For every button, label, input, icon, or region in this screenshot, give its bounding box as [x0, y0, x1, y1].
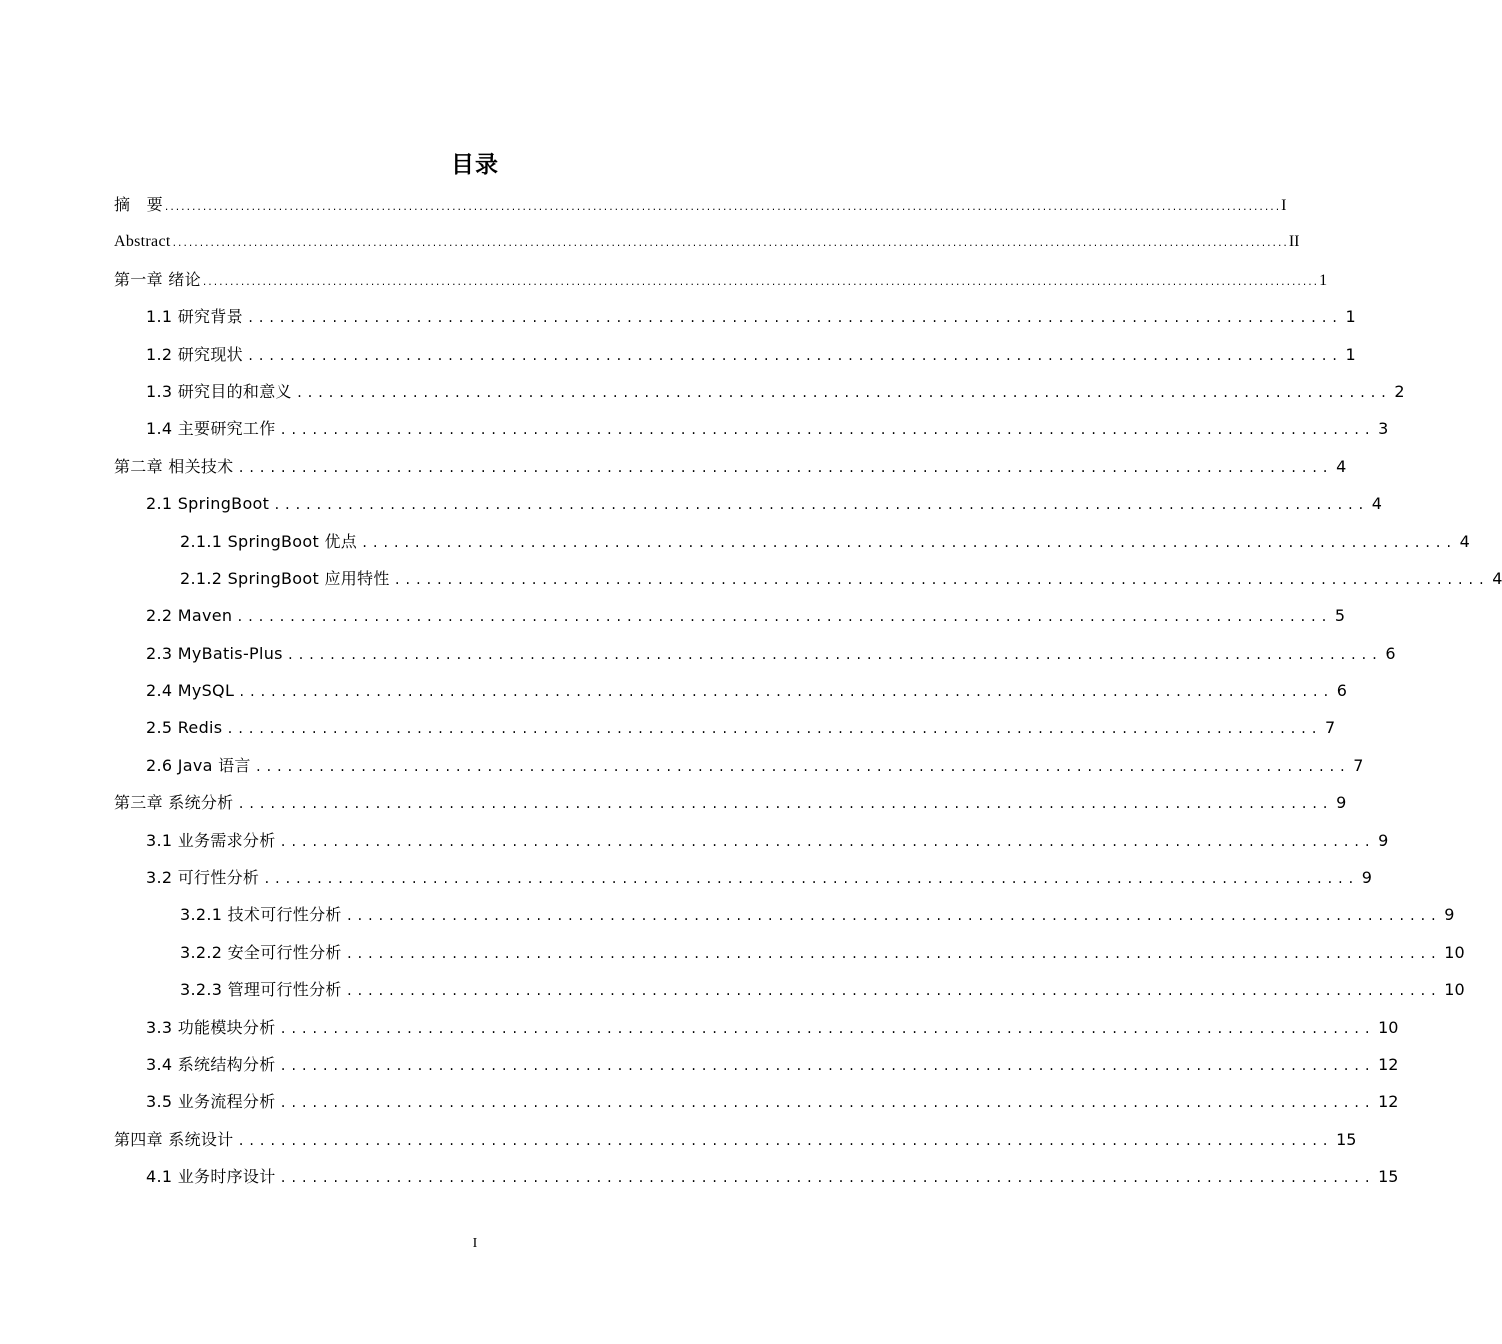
toc-entry-label: 1.3 研究目的和意义 [146, 381, 292, 401]
toc-leader-dots: ........................................................................................................ [279, 834, 1375, 849]
toc-entry-page: 10 [1378, 1017, 1399, 1037]
toc-entry-abstract-cn[interactable] [114, 186, 1287, 223]
toc-entry-label: 第三章 系统分析 [114, 793, 234, 813]
toc-entry-3-1[interactable] [114, 822, 1389, 859]
toc-entry-label: 第四章 系统设计 [114, 1129, 234, 1149]
toc-entry-page: 9 [1361, 868, 1372, 888]
toc-entry-3-2-2[interactable] [114, 934, 1465, 971]
toc-entry-label: 4.1 业务时序设计 [146, 1167, 276, 1187]
toc-entry-label: 摘 要 [114, 195, 163, 214]
toc-entry-page: 1 [1345, 344, 1356, 364]
toc-entry-page: 3 [1378, 419, 1389, 439]
toc-entry-3-3[interactable] [114, 1009, 1399, 1046]
toc-entry-label: 2.1.2 SpringBoot 应用特性 [180, 568, 390, 588]
toc-entry-chapter-4[interactable] [114, 1121, 1357, 1158]
toc-leader-dots: ........................................................................................................ [237, 797, 1333, 812]
toc-entry-page: 5 [1334, 606, 1346, 626]
toc-entry-page: 4 [1459, 531, 1470, 551]
toc-entry-page: 1 [1319, 271, 1328, 289]
toc-leader-dots: ........................................................................................................ [236, 610, 1331, 625]
toc-entry-page: 2 [1394, 381, 1405, 401]
toc-leader-dots: ........................................................................................................ [345, 984, 1441, 999]
toc-entry-label: 2.5 Redis [146, 718, 223, 738]
toc-leader-dots: ........................................................................................................ [345, 946, 1441, 961]
toc-leader-dots: ........................................................................................................ [279, 423, 1375, 438]
toc-leader-dots: ........................................................................................................ [237, 1133, 1333, 1148]
toc-entry-2-1[interactable] [114, 485, 1382, 522]
toc-entry-label: Abstract [114, 233, 171, 251]
toc-entry-page: 4 [1492, 568, 1502, 588]
toc-entry-label: 3.4 系统结构分析 [146, 1054, 276, 1074]
page-title: 目录 [451, 152, 499, 178]
toc-leader-dots: ........................................................................................................ [279, 1171, 1375, 1186]
toc-leader-dots: ........................................................................................................ [279, 1021, 1375, 1036]
toc-entry-label: 1.1 研究背景 [146, 307, 243, 327]
toc-leader-dots: .............................................................................................................................................................................................................. [201, 277, 1319, 288]
toc-entry-page: 6 [1385, 643, 1396, 663]
toc-entry-label: 第一章 绪论 [114, 269, 201, 289]
toc-entry-page: 15 [1378, 1167, 1399, 1187]
toc-entry-label: 2.6 Java 语言 [146, 755, 251, 775]
toc-entry-2-1-1[interactable] [114, 523, 1470, 560]
toc-leader-dots: ........................................................................................................ [246, 311, 1342, 326]
toc-entry-page: 4 [1371, 494, 1382, 514]
toc-entry-1-1[interactable] [114, 298, 1356, 335]
toc-entry-2-3[interactable] [114, 635, 1396, 672]
toc-entry-page: 7 [1324, 718, 1336, 738]
page-footer-number: I [472, 1236, 478, 1251]
toc-leader-dots: ........................................................................................................ [279, 1096, 1375, 1111]
toc-entry-page: 9 [1378, 830, 1389, 850]
toc-leader-dots: ........................................................................................................ [295, 385, 1391, 400]
toc-entry-page: 15 [1336, 1129, 1357, 1149]
toc-entry-label: 3.3 功能模块分析 [146, 1017, 276, 1037]
toc-entry-page: I [1281, 197, 1287, 214]
toc-entry-2-2[interactable] [114, 597, 1346, 634]
table-of-contents [114, 186, 1502, 1196]
toc-entry-3-4[interactable] [114, 1046, 1399, 1083]
toc-entry-chapter-3[interactable] [114, 784, 1347, 821]
toc-leader-dots: ........................................................................................................ [254, 759, 1350, 774]
toc-leader-dots: ........................................................................................................ [345, 909, 1441, 924]
toc-entry-label: 3.1 业务需求分析 [146, 830, 276, 850]
toc-entry-page: 10 [1444, 942, 1465, 962]
toc-entry-page: 9 [1336, 793, 1347, 813]
toc-entry-page: 10 [1444, 980, 1465, 1000]
toc-leader-dots: ........................................................................................................ [286, 647, 1382, 662]
toc-leader-dots: ........................................................................................................ [246, 348, 1342, 363]
toc-entry-label: 3.2 可行性分析 [146, 868, 260, 888]
toc-entry-label: 2.3 MyBatis-Plus [146, 643, 283, 663]
toc-leader-dots: ........................................................................................................ [361, 535, 1456, 550]
toc-entry-label: 2.2 Maven [146, 606, 233, 626]
toc-entry-page: 12 [1378, 1054, 1399, 1074]
toc-entry-1-3[interactable] [114, 373, 1405, 410]
toc-entry-page: 12 [1378, 1092, 1399, 1112]
toc-entry-2-6[interactable] [114, 747, 1364, 784]
toc-entry-label: 1.2 研究现状 [146, 344, 243, 364]
toc-entry-abstract-en[interactable] [114, 223, 1300, 260]
toc-entry-label: 1.4 主要研究工作 [146, 419, 276, 439]
toc-entry-4-1[interactable] [114, 1158, 1399, 1195]
toc-entry-page: 6 [1336, 681, 1347, 701]
toc-entry-label: 第二章 相关技术 [114, 456, 234, 476]
toc-leader-dots: .............................................................................................................................................................................................................. [171, 239, 1288, 250]
toc-leader-dots: .............................................................................................................................................................................................................. [163, 203, 1281, 213]
toc-entry-label: 3.2.1 技术可行性分析 [180, 905, 342, 925]
toc-entry-page: 1 [1345, 307, 1356, 327]
toc-entry-page: 4 [1336, 456, 1347, 476]
toc-leader-dots: ........................................................................................................ [237, 460, 1333, 475]
toc-entry-3-2-3[interactable] [114, 971, 1465, 1008]
toc-entry-chapter-1[interactable] [114, 261, 1328, 298]
toc-entry-2-1-2[interactable] [114, 560, 1502, 597]
toc-entry-label: 2.4 MySQL [146, 681, 235, 701]
toc-leader-dots: ........................................................................................................ [273, 498, 1368, 513]
toc-entry-3-2[interactable] [114, 859, 1372, 896]
toc-leader-dots: ........................................................................................................ [238, 685, 1333, 700]
toc-entry-label: 3.2.3 管理可行性分析 [180, 980, 342, 1000]
toc-leader-dots: ........................................................................................................ [226, 722, 1321, 737]
toc-entry-3-2-1[interactable] [114, 896, 1455, 933]
toc-entry-label: 3.2.2 安全可行性分析 [180, 942, 342, 962]
toc-entry-label: 2.1 SpringBoot [146, 494, 270, 514]
toc-leader-dots: ........................................................................................................ [279, 1058, 1375, 1073]
toc-entry-page: 9 [1444, 905, 1455, 925]
toc-entry-1-4[interactable] [114, 410, 1389, 447]
toc-entry-chapter-2[interactable] [114, 448, 1347, 485]
toc-leader-dots: ........................................................................................................ [263, 872, 1358, 887]
toc-entry-label: 3.5 业务流程分析 [146, 1092, 276, 1112]
toc-entry-2-4[interactable] [114, 672, 1347, 709]
toc-entry-label: 2.1.1 SpringBoot 优点 [180, 531, 358, 551]
toc-entry-3-5[interactable] [114, 1083, 1399, 1120]
toc-entry-page: 7 [1353, 755, 1364, 775]
toc-entry-page: II [1288, 233, 1300, 251]
toc-entry-2-5[interactable] [114, 709, 1336, 746]
toc-entry-1-2[interactable] [114, 336, 1356, 373]
toc-leader-dots: ........................................................................................................ [393, 572, 1489, 587]
